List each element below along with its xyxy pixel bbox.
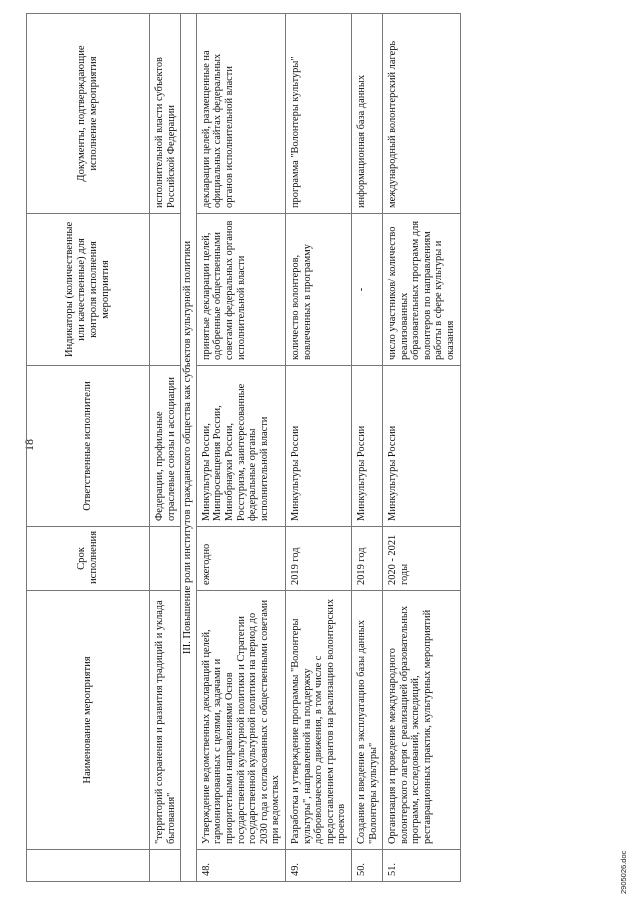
row-documents: программа "Волонтеры культуры" (285, 14, 351, 214)
row-name: "территорий сохранения и развития традиций и уклада бытования" (150, 591, 181, 850)
row-number: 50. (351, 850, 382, 882)
section-heading: III. Повышение роли институтов гражданского общества как субъектов культурной политики (181, 14, 197, 882)
row-deadline: 2019 год (351, 527, 382, 591)
row-executors: Минкультуры России (285, 366, 351, 527)
row-deadline (150, 527, 181, 591)
row-name: Разработка и утверждение программы "Волонтеры культуры", направленной на поддержку добровольческого движения, в том числе с предоставлением грантов на реализацию волонтерских проектов (285, 591, 351, 850)
row-indicators (150, 214, 181, 366)
row-documents: исполнительной власти субъектов Российской Федерации (150, 14, 181, 214)
table-row (285, 14, 351, 882)
row-executors: Минкультуры России (383, 366, 461, 527)
header-indicators: Индикаторы (количественные или качественные) для контроля исполнения мероприятия (27, 214, 150, 366)
row-documents: декларации целей, размещенные на официальных сайтах федеральных органов исполнительной власти (196, 14, 285, 214)
row-documents: международный волонтерский лагерь (383, 14, 461, 214)
row-number: 49. (285, 850, 351, 882)
header-executors: Ответственные исполнители (27, 366, 150, 527)
row-name: Организация и проведение международного волонтерского лагеря с реализацией образовательных программ, исследований, экспедиций, реставрационных практик, культурных мероприятий (383, 591, 461, 850)
plan-table (26, 13, 461, 882)
table-header-row (27, 14, 150, 882)
row-executors: Федерации, профильные отраслевые союзы и ассоциации (150, 366, 181, 527)
row-documents: информационная база данных (351, 14, 382, 214)
row-deadline: 2019 год (285, 527, 351, 591)
table-row (196, 14, 285, 882)
table-row (351, 14, 382, 882)
row-executors: Минкультуры России, Минпросвещения России, Минобрнауки России, Росстуризм, заинтересованные федеральные органы исполнительной власти (196, 366, 285, 527)
section-heading-row (181, 14, 197, 882)
file-name: 2905026.doc (619, 850, 628, 894)
page-number: 18 (22, 439, 36, 451)
row-executors: Минкультуры России (351, 366, 382, 527)
table-row (150, 14, 181, 882)
row-name: Утверждение ведомственных деклараций целей, гармонизированных с целями, задачами и приоритетными направлениями Основ государственной культурной политики и Стратегии государственной культурной политики на период до 2030 года и согласованных с общественными советами при ведомствах (196, 591, 285, 850)
header-name: Наименование мероприятия (27, 591, 150, 850)
row-indicators: количество волонтеров, вовлеченных в программу (285, 214, 351, 366)
header-documents: Документы, подтверждающие исполнение мероприятия (27, 14, 150, 214)
row-number (150, 850, 181, 882)
row-number: 51. (383, 850, 461, 882)
row-indicators: принятые декларации целей, одобренные общественными советами федеральных органов исполнительной власти (196, 214, 285, 366)
row-deadline: 2020 - 2021 годы (383, 527, 461, 591)
row-indicators: - (351, 214, 382, 366)
row-number: 48. (196, 850, 285, 882)
row-indicators: число участников/ количество реализованных образовательных программ для волонтеров по направлениям работы в сфере культуры и оказания (383, 214, 461, 366)
row-deadline: ежегодно (196, 527, 285, 591)
header-number (27, 850, 150, 882)
table-row (383, 14, 461, 882)
header-deadline: Срок исполнения (27, 527, 150, 591)
row-name: Создание и введение в эксплуатацию базы данных "Волонтеры культуры" (351, 591, 382, 850)
